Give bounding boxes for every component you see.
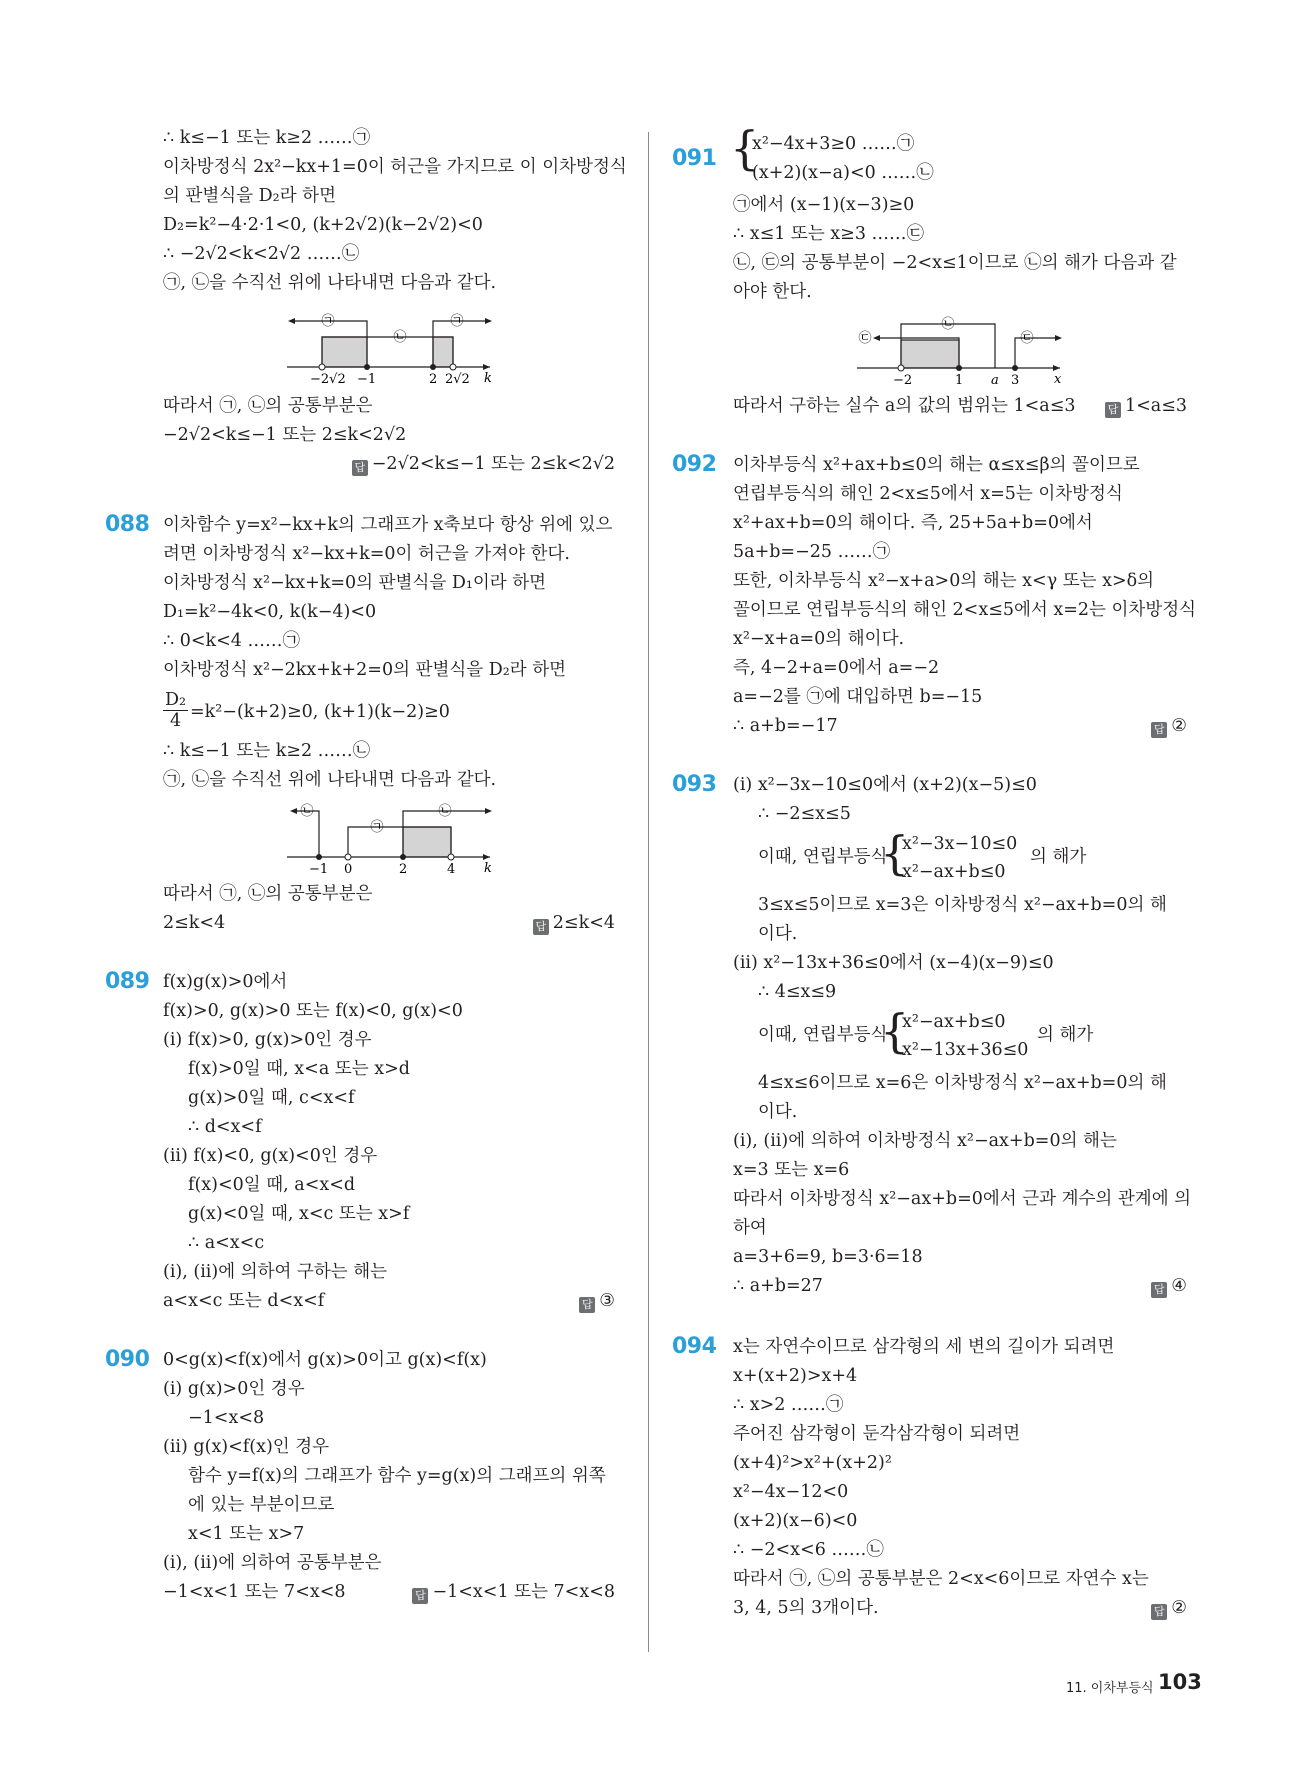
text-line: 따라서 구하는 실수 a의 값의 범위는 1<a≤3	[733, 396, 1076, 416]
answer-text: ②	[1171, 1598, 1187, 1618]
answer-text: ④	[1171, 1276, 1187, 1296]
answer	[1151, 1276, 1187, 1298]
text-line: (i) f(x)>0, g(x)>0인 경우	[163, 1030, 372, 1050]
axis-label: x	[1054, 372, 1062, 387]
brace-icon: {	[880, 1004, 910, 1058]
answer-tag: 답	[1151, 722, 1167, 738]
text-line: 이때, 연립부등식	[758, 1025, 888, 1045]
text-line: ∴ k≤−1 또는 k≥2 ……㉠	[163, 128, 371, 148]
region-label: ㉠	[450, 314, 464, 329]
text-line: −2√2<k≤−1 또는 2≤k<2√2	[163, 425, 407, 445]
answer	[533, 913, 615, 935]
text-line: 따라서 ㉠, ㉡의 공통부분은	[163, 396, 373, 416]
text-line: x²−x+a=0의 해이다.	[733, 629, 905, 649]
text-line: ∴ a+b=−17	[733, 716, 838, 736]
text-line: 5a+b=−25 ……㉠	[733, 542, 891, 562]
arrow-right-icon	[1055, 335, 1062, 341]
text-line: 2≤k<4	[163, 913, 226, 933]
arrow-right-icon	[1053, 365, 1060, 371]
text-line: x<1 또는 x>7	[188, 1524, 305, 1544]
text-line: 주어진 삼각형이 둔각삼각형이 되려면	[733, 1424, 1021, 1444]
text-line: f(x)<0일 때, a<x<d	[188, 1175, 356, 1195]
text-line: 의 판별식을 D₂라 하면	[163, 186, 336, 206]
text-line: 꼴이므로 연립부등식의 해인 2<x≤5에서 x=2는 이차방정식	[733, 600, 1197, 620]
text-line: (ii) f(x)<0, g(x)<0인 경우	[163, 1146, 378, 1166]
arrow-left-icon	[288, 318, 295, 324]
arrow-right-icon	[485, 808, 492, 814]
problem-number: 088	[105, 512, 150, 537]
text-line: 연립부등식의 해인 2<x≤5에서 x=5는 이차방정식	[733, 484, 1123, 504]
region-label: ㉠	[321, 314, 335, 329]
tick-label: 0	[344, 862, 353, 875]
fraction-numerator: D₂	[165, 690, 187, 710]
tick-label: 4	[447, 862, 456, 875]
arrow-left-icon	[290, 808, 297, 814]
answer-text: ③	[599, 1291, 615, 1311]
tick-label: 2	[429, 372, 438, 385]
text-line: x²+ax+b=0의 해이다. 즉, 25+5a+b=0에서	[733, 513, 1093, 533]
answer	[1151, 716, 1187, 738]
text-line: 이차함수 y=x²−kx+k의 그래프가 x축보다 항상 위에 있으	[163, 515, 613, 535]
chapter-label: 11. 이차부등식	[1066, 1681, 1154, 1696]
text-line: x²−13x+36≤0	[902, 1040, 1029, 1060]
region-label: ㉡	[393, 330, 407, 345]
text-line: 따라서 ㉠, ㉡의 공통부분은 2<x<6이므로 자연수 x는	[733, 1569, 1149, 1589]
text-line: ∴ 4≤x≤9	[758, 982, 837, 1002]
text-line: (x+2)(x−6)<0	[733, 1511, 858, 1531]
closed-point	[1012, 365, 1018, 371]
problem-number: 093	[672, 772, 717, 797]
text-line: D₁=k²−4k<0, k(k−4)<0	[163, 602, 377, 622]
text-line: 하여	[733, 1218, 767, 1238]
axis-label: k	[484, 861, 492, 875]
text-line: ∴ x≤1 또는 x≥3 ……㉢	[733, 224, 925, 244]
arrow-right-icon	[483, 364, 490, 370]
problem-number: 089	[105, 969, 150, 994]
column-divider	[648, 132, 649, 1652]
open-point	[448, 854, 454, 860]
text-line: 려면 이차방정식 x²−kx+k=0이 허근을 가져야 한다.	[163, 544, 570, 564]
text-line: ∴ k≤−1 또는 k≥2 ……㉡	[163, 741, 371, 761]
answer-tag: 답	[1151, 1604, 1167, 1620]
closed-point	[956, 365, 962, 371]
tick-label: 2√2	[445, 372, 470, 385]
text-line: 아야 한다.	[733, 282, 812, 302]
axis-label: k	[484, 371, 492, 385]
text-line: f(x)g(x)>0에서	[163, 972, 288, 992]
region-label: ㉡	[438, 804, 452, 819]
text-line: −1<x<1 또는 7<x<8	[163, 1582, 346, 1602]
answer-text: 1<a≤3	[1124, 396, 1187, 416]
closed-point	[430, 364, 436, 370]
tick-label: 2	[399, 862, 408, 875]
tick-label: −2√2	[310, 372, 346, 385]
answer-text: −2√2<k≤−1 또는 2≤k<2√2	[371, 454, 615, 474]
problem-number: 094	[672, 1334, 717, 1359]
text-line: g(x)<0일 때, x<c 또는 x>f	[188, 1204, 410, 1224]
arrow-right-icon	[483, 854, 490, 860]
text-line: (i) x²−3x−10≤0에서 (x+2)(x−5)≤0	[733, 775, 1037, 795]
text-line: 4≤x≤6이므로 x=6은 이차방정식 x²−ax+b=0의 해	[758, 1073, 1167, 1093]
open-point	[319, 364, 325, 370]
answer-tag: 답	[412, 1588, 428, 1604]
text-line: ∴ 0<k<4 ……㉠	[163, 631, 300, 651]
answer-tag: 답	[1151, 1282, 1167, 1298]
brace-icon: {	[730, 121, 760, 175]
answer-tag: 답	[352, 460, 368, 476]
answer-text: −1<x<1 또는 7<x<8	[432, 1582, 615, 1602]
text-line: x²−ax+b≤0	[902, 1012, 1006, 1032]
text-line: 따라서 이차방정식 x²−ax+b=0에서 근과 계수의 관계에 의	[733, 1189, 1192, 1209]
tick-label: a	[991, 373, 999, 387]
text-line: D₂=k²−4·2·1<0, (k+2√2)(k−2√2)<0	[163, 215, 483, 235]
text-line: 의 해가	[1030, 847, 1087, 867]
shaded-region	[901, 340, 959, 368]
region-label: ㉢	[1020, 331, 1034, 346]
text-line: 또한, 이차부등식 x²−x+a>0의 해는 x<γ 또는 x>δ의	[733, 571, 1155, 591]
text-line: 이차방정식 x²−2kx+k+2=0의 판별식을 D₂라 하면	[163, 660, 567, 680]
closed-point	[400, 854, 406, 860]
brace-icon: {	[880, 826, 910, 880]
text-line: ∴ a+b=27	[733, 1276, 823, 1296]
text-line: ∴ x>2 ……㉠	[733, 1395, 844, 1415]
shaded-region	[403, 827, 451, 857]
text-line: 이다.	[758, 924, 798, 944]
page-number: 103	[1158, 1670, 1202, 1694]
tick-label: −2	[893, 373, 913, 387]
tick-label: 3	[1011, 373, 1020, 387]
answer	[1105, 396, 1187, 418]
text-line: ㉠에서 (x−1)(x−3)≥0	[733, 195, 915, 215]
number-line-diagram	[855, 315, 1075, 387]
text-line: g(x)>0일 때, c<x<f	[188, 1088, 355, 1108]
region-label: ㉡	[941, 317, 955, 332]
text-line: ∴ −2<x<6 ……㉡	[733, 1540, 884, 1560]
open-point	[450, 364, 456, 370]
text-line: 0<g(x)<f(x)에서 g(x)>0이고 g(x)<f(x)	[163, 1350, 487, 1370]
text-line: −1<x<8	[188, 1408, 265, 1428]
answer	[579, 1291, 615, 1313]
text-line: x는 자연수이므로 삼각형의 세 변의 길이가 되려면	[733, 1337, 1115, 1357]
text-line: (x+2)(x−a)<0 ……㉡	[752, 163, 934, 183]
fraction-denominator: 4	[169, 711, 182, 731]
text-line: x²−4x+3≥0 ……㉠	[752, 134, 915, 154]
text-line: ㉠, ㉡을 수직선 위에 나타내면 다음과 같다.	[163, 273, 497, 293]
text-line: (i) g(x)>0인 경우	[163, 1379, 305, 1399]
text-line: x²−4x−12<0	[733, 1482, 849, 1502]
text-line: ∴ −2√2<k<2√2 ……㉡	[163, 244, 360, 264]
text-line: x²−ax+b≤0	[902, 862, 1006, 882]
text-line: ∴ a<x<c	[188, 1233, 265, 1253]
problem-number: 092	[672, 452, 717, 477]
text-line: f(x)>0일 때, x<a 또는 x>d	[188, 1059, 410, 1079]
number-line-diagram	[285, 310, 505, 385]
text-line: ㉠, ㉡을 수직선 위에 나타내면 다음과 같다.	[163, 770, 497, 790]
text-line: x²−3x−10≤0	[902, 834, 1018, 854]
text-line: 함수 y=f(x)의 그래프가 함수 y=g(x)의 그래프의 위쪽	[188, 1466, 606, 1486]
text-line: =k²−(k+2)≥0, (k+1)(k−2)≥0	[190, 702, 450, 722]
arrow-left-icon	[873, 335, 880, 341]
tick-label: 1	[955, 373, 964, 387]
text-line: 의 해가	[1037, 1025, 1094, 1045]
text-line: 3≤x≤5이므로 x=3은 이차방정식 x²−ax+b=0의 해	[758, 895, 1167, 915]
text-line: 이차방정식 x²−kx+k=0의 판별식을 D₁이라 하면	[163, 573, 547, 593]
region-label: ㉠	[370, 820, 384, 835]
text-line: a<x<c 또는 d<x<f	[163, 1291, 325, 1311]
text-line: a=3+6=9, b=3·6=18	[733, 1247, 923, 1267]
text-line: 이차부등식 x²+ax+b≤0의 해는 α≤x≤β의 꼴이므로	[733, 455, 1140, 475]
text-line: f(x)>0, g(x)>0 또는 f(x)<0, g(x)<0	[163, 1001, 463, 1021]
text-line: ㉡, ㉢의 공통부분이 −2<x≤1이므로 ㉡의 해가 다음과 같	[733, 253, 1177, 273]
answer-text: 2≤k<4	[552, 913, 615, 933]
text-line: (i), (ii)에 의하여 이차방정식 x²−ax+b=0의 해는	[733, 1131, 1117, 1151]
shaded-region	[322, 337, 367, 367]
region-label: ㉢	[858, 331, 872, 346]
tick-label: −1	[309, 862, 329, 875]
answer-text: ②	[1171, 716, 1187, 736]
text-line: 3, 4, 5의 3개이다.	[733, 1598, 879, 1618]
text-line: (i), (ii)에 의하여 구하는 해는	[163, 1262, 388, 1282]
answer	[412, 1582, 615, 1604]
fraction	[163, 690, 188, 731]
problem-number: 090	[105, 1347, 150, 1372]
closed-point	[316, 854, 322, 860]
problem-number: 091	[672, 146, 717, 171]
tick-label: −1	[357, 372, 377, 385]
text-line: a=−2를 ㉠에 대입하면 b=−15	[733, 687, 983, 707]
open-point	[345, 854, 351, 860]
text-line: ∴ −2≤x≤5	[758, 804, 851, 824]
closed-point	[364, 364, 370, 370]
answer	[1151, 1598, 1187, 1620]
text-line: 이차방정식 2x²−kx+1=0이 허근을 가지므로 이 이차방정식	[163, 157, 627, 177]
text-line: x=3 또는 x=6	[733, 1160, 850, 1180]
text-line: (i), (ii)에 의하여 공통부분은	[163, 1553, 382, 1573]
region-label: ㉡	[300, 804, 314, 819]
number-line-diagram	[285, 800, 505, 875]
text-line: (ii) x²−13x+36≤0에서 (x−4)(x−9)≤0	[733, 953, 1054, 973]
text-line: (x+4)²>x²+(x+2)²	[733, 1453, 892, 1473]
text-line: (ii) g(x)<f(x)인 경우	[163, 1437, 330, 1457]
text-line: 에 있는 부분이므로	[188, 1495, 335, 1515]
text-line: 이다.	[758, 1102, 798, 1122]
arrow-right-icon	[485, 318, 492, 324]
text-line: 따라서 ㉠, ㉡의 공통부분은	[163, 884, 373, 904]
shaded-region	[433, 337, 453, 367]
text-line: x+(x+2)>x+4	[733, 1366, 858, 1386]
answer-tag: 답	[1105, 402, 1121, 418]
text-line: ∴ d<x<f	[188, 1117, 262, 1137]
text-line: 이때, 연립부등식	[758, 847, 888, 867]
open-point	[898, 365, 904, 371]
answer-tag: 답	[533, 919, 549, 935]
answer	[352, 454, 615, 476]
text-line: 즉, 4−2+a=0에서 a=−2	[733, 658, 940, 678]
answer-tag: 답	[579, 1297, 595, 1313]
